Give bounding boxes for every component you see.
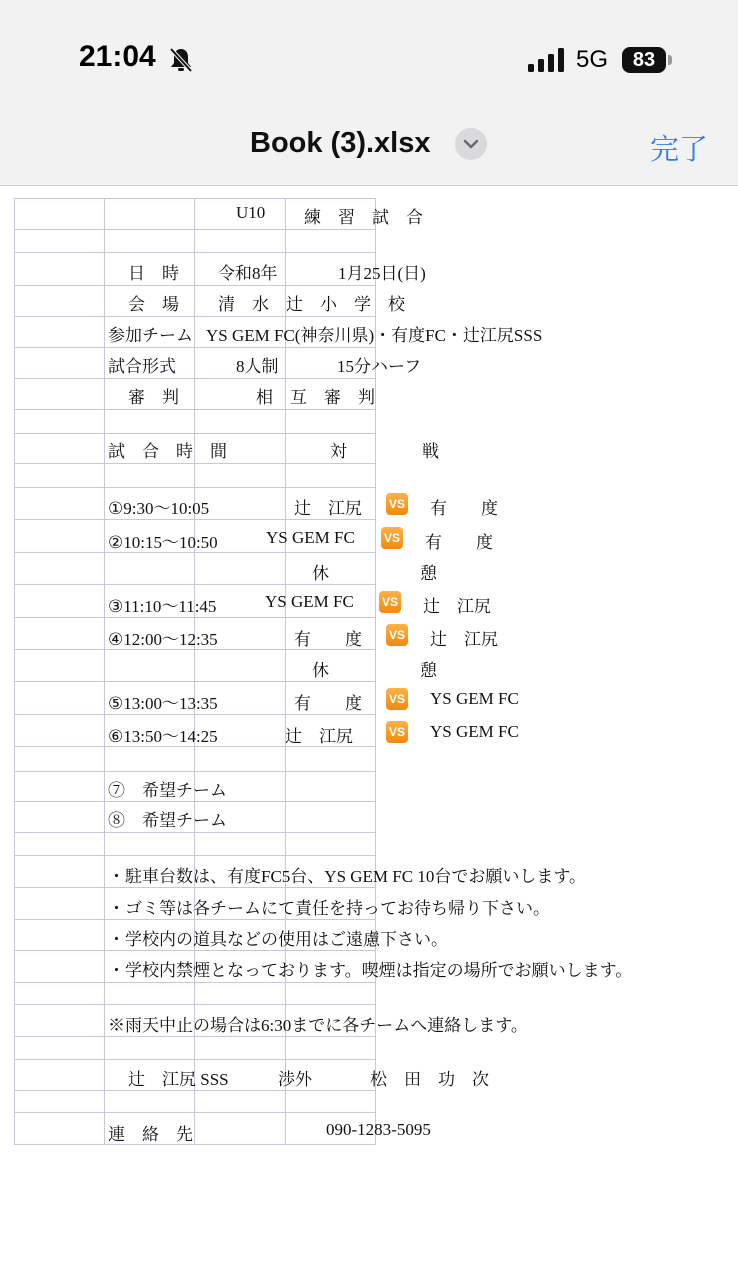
match-time: ④12:00〜12:35	[108, 630, 218, 649]
date-day: 1月25日(日)	[338, 264, 426, 283]
match-time: ⑤13:00〜13:35	[108, 694, 218, 713]
title-menu-button[interactable]	[455, 128, 487, 160]
match-home: YS GEM FC	[265, 592, 354, 611]
match-time: ⑥13:50〜14:25	[108, 727, 218, 746]
extra-slot-8: ⑧ 希望チーム	[108, 811, 227, 830]
match-home: 辻 江尻	[285, 727, 353, 746]
battery-icon	[622, 47, 666, 73]
match-home: YS GEM FC	[266, 528, 355, 547]
note-parking: ・駐車台数は、有度FC5台、YS GEM FC 10台でお願いします。	[108, 867, 586, 886]
done-button[interactable]: 完了	[650, 134, 709, 166]
match-away: YS GEM FC	[430, 689, 519, 708]
status-time: 21:04	[79, 40, 156, 73]
break-right: 憩	[420, 661, 437, 680]
vs-icon: VS	[386, 688, 408, 710]
organizer-team: 辻 江尻 SSS	[128, 1070, 229, 1089]
note-equipment: ・学校内の道具などの使用はご遠慮下さい。	[108, 930, 448, 949]
note-garbage: ・ゴミ等は各チームにて責任を持ってお待ち帰り下さい。	[108, 899, 550, 918]
match-time: ①9:30〜10:05	[108, 499, 210, 518]
schedule-header-vs: 対	[330, 442, 347, 461]
teams-label: 参加チーム	[108, 326, 193, 345]
vs-icon: VS	[386, 624, 408, 646]
referee-label: 審 判	[128, 388, 179, 407]
cellular-signal-icon	[528, 48, 566, 72]
format-time: 15分ハーフ	[337, 357, 422, 376]
match-home: 有 度	[294, 694, 362, 713]
match-away: YS GEM FC	[430, 722, 519, 741]
date-year: 令和8年	[218, 264, 278, 283]
vs-icon: VS	[379, 591, 401, 613]
contact-label: 連 絡 先	[108, 1125, 193, 1144]
teams-value: YS GEM FC(神奈川県)・有度FC・辻江尻SSS	[206, 326, 543, 345]
format-players: 8人制	[236, 357, 279, 376]
title-u10: U10	[236, 203, 266, 222]
match-home: 辻 江尻	[294, 499, 362, 518]
contact-phone: 090-1283-5095	[326, 1120, 431, 1139]
rain-note: ※雨天中止の場合は6:30までに各チームへ連絡します。	[108, 1016, 528, 1035]
referee-value: 相 互 審 判	[256, 388, 375, 407]
chevron-down-icon	[463, 138, 479, 150]
match-away: 有 度	[425, 533, 493, 552]
title-practice-match: 練 習 試 合	[304, 208, 423, 227]
match-home: 有 度	[294, 630, 362, 649]
match-away: 辻 江尻	[423, 597, 491, 616]
schedule-header-time: 試 合 時 間	[108, 442, 227, 461]
extra-slot-7: ⑦ 希望チーム	[108, 781, 227, 800]
file-title[interactable]: Book (3).xlsx	[250, 127, 431, 159]
match-away: 辻 江尻	[430, 630, 498, 649]
match-time: ②10:15〜10:50	[108, 533, 218, 552]
format-label: 試合形式	[108, 357, 176, 376]
note-smoking: ・学校内禁煙となっております。喫煙は指定の場所でお願いします。	[108, 961, 633, 980]
battery-tip	[668, 55, 672, 65]
network-type: 5G	[576, 46, 609, 73]
date-label: 日 時	[128, 264, 179, 283]
schedule-header-match: 戦	[422, 442, 439, 461]
organizer-role: 渉外	[278, 1070, 312, 1089]
break-right: 憩	[420, 564, 437, 583]
status-bar	[0, 0, 738, 100]
venue-label: 会 場	[128, 295, 179, 314]
match-away: 有 度	[430, 499, 498, 518]
venue-value: 清 水 辻 小 学 校	[218, 295, 405, 314]
vs-icon: VS	[386, 493, 408, 515]
organizer-name: 松 田 功 次	[370, 1070, 489, 1089]
battery-level: 83	[632, 49, 656, 71]
vs-icon: VS	[381, 527, 403, 549]
break-left: 休	[312, 661, 329, 680]
break-left: 休	[312, 564, 329, 583]
vs-icon: VS	[386, 721, 408, 743]
match-time: ③11:10〜11:45	[108, 597, 217, 616]
silent-bell-icon	[168, 46, 194, 74]
